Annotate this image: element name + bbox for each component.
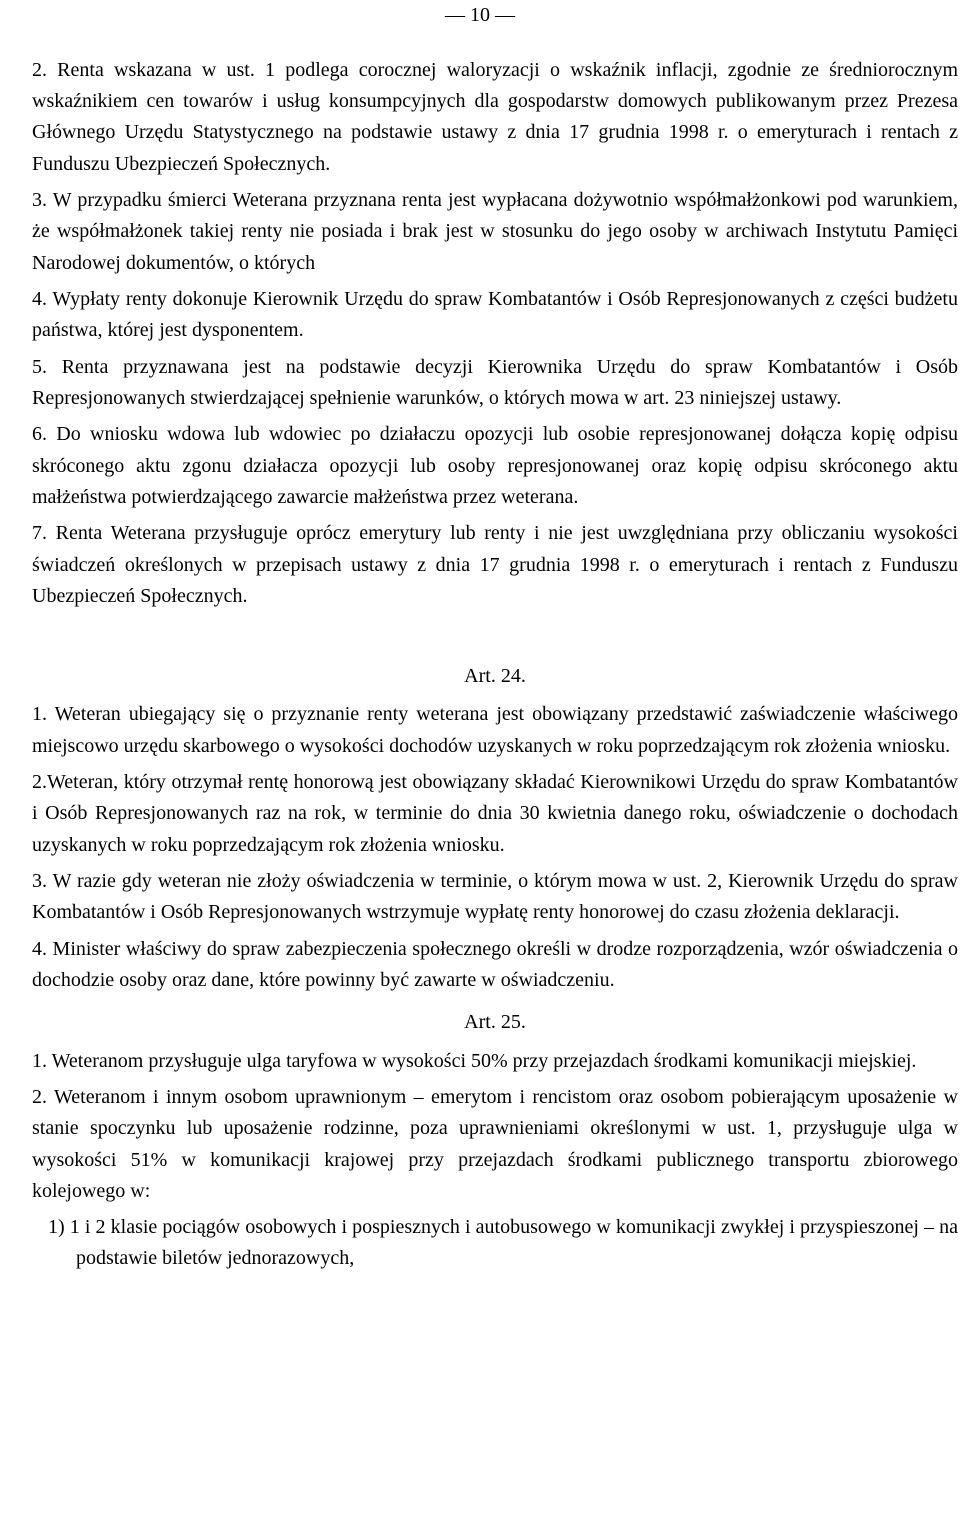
section-spacer xyxy=(32,617,958,661)
art25-list-item-1: 1) 1 i 2 klasie pociągów osobowych i pospiesznych i autobusowego w komunikacji zwykłej i przyspieszonej – na podstawie biletów jednorazowych, xyxy=(48,1216,958,1270)
art25-paragraph-2: 2. Weteranom i innym osobom uprawnionym – emerytom i rencistom oraz osobom pobierającym uposażenie w stanie spoczynku lub uposażenie rodzinne, poza uprawnieniami określonymi w ust. 1, przysługuje ulga w wysokości 51% w komunikacji krajowej przy przejazdach środkami publicznego transportu zbiorowego kolejowego w: xyxy=(32,1086,958,1202)
page-number: — 10 — xyxy=(445,4,515,26)
art25-paragraph-1: 1. Weteranom przysługuje ulga taryfowa w wysokości 50% przy przejazdach środkami komunikacji miejskiej. xyxy=(32,1049,917,1072)
paragraph-wniosek-wdowa: 6. Do wniosku wdowa lub wdowiec po działaczu opozycji lub osobie represjonowanej dołącza kopię odpisu skróconego aktu zgonu działacza opozycji lub osoby represjonowanej oraz kopię odpisu skróconego aktu małżeństwa potwierdzającego zawarcie małżeństwa przez weterana. xyxy=(32,423,958,508)
paragraph-renta-oprocz-emerytury: 7. Renta Weterana przysługuje oprócz emerytury lub renty i nie jest uwzględniana przy obliczaniu wysokości świadczeń określonych w przepisach ustawy z dnia 17 grudnia 1998 r. o emeryturach i rentach z Funduszu Ubezpieczeń Społecznych. xyxy=(32,522,958,607)
paragraph-decyzja-kierownika: 5. Renta przyznawana jest na podstawie decyzji Kierownika Urzędu do spraw Kombatantów i Osób Represjonowanych stwierdzającej spełnienie warunków, o których mowa w art. 23 niniejszej ustawy. xyxy=(32,355,958,409)
art24-paragraph-1: 1. Weteran ubiegający się o przyznanie renty weterana jest obowiązany przedstawić zaświadczenie właściwego miejscowo urzędu skarbowego o wysokości dochodów uzyskanych w roku poprzedzającym rok złożenia wniosku. xyxy=(32,703,958,757)
art24-paragraph-2: 2.Weteran, który otrzymał rentę honorową jest obowiązany składać Kierownikowi Urzędu do spraw Kombatantów i Osób Represjonowanych raz na rok, w terminie do dnia 30 kwietnia danego roku, oświadczenie o dochodach uzyskanych w roku poprzedzającym rok złożenia wniosku. xyxy=(32,771,958,856)
art24-paragraph-4: 4. Minister właściwy do spraw zabezpieczenia społecznego określi w drodze rozporządzenia, wzór oświadczenia o dochodzie osoby oraz dane, które powinny być zawarte w oświadczeniu. xyxy=(32,937,958,991)
paragraph-renta-waloryzacja: 2. Renta wskazana w ust. 1 podlega corocznej waloryzacji o wskaźnik inflacji, zgodnie ze średniorocznym wskaźnikiem cen towarów i usług konsumpcyjnych dla gospodarstw domowych publikowanym przez Prezesa Głównego Urzędu Statystycznego na podstawie ustawy z dnia 17 grudnia 1998 r. o emeryturach i rentach z Funduszu Ubezpieczeń Społecznych. xyxy=(32,59,958,175)
paragraph-wyplaty-renty: 4. Wypłaty renty dokonuje Kierownik Urzędu do spraw Kombatantów i Osób Represjonowanych z części budżetu państwa, której jest dysponentem. xyxy=(32,288,958,342)
article-25-heading: Art. 25. xyxy=(464,1011,526,1034)
article-24-heading: Art. 24. xyxy=(464,665,526,688)
document-body xyxy=(32,55,958,1275)
paragraph-smierc-weterana: 3. W przypadku śmierci Weterana przyznana renta jest wypłacana dożywotnio współmałżonkowi pod warunkiem, że współmałżonek takiej renty nie posiada i brak jest w stosunku do jego osoby w archiwach Instytutu Pamięci Narodowej dokumentów, o których xyxy=(32,189,958,274)
art24-paragraph-3: 3. W razie gdy weteran nie złoży oświadczenia w terminie, o którym mowa w ust. 2, Kierownik Urzędu do spraw Kombatantów i Osób Represjonowanych wstrzymuje wypłatę renty honorowej do czasu złożenia deklaracji. xyxy=(32,870,958,924)
